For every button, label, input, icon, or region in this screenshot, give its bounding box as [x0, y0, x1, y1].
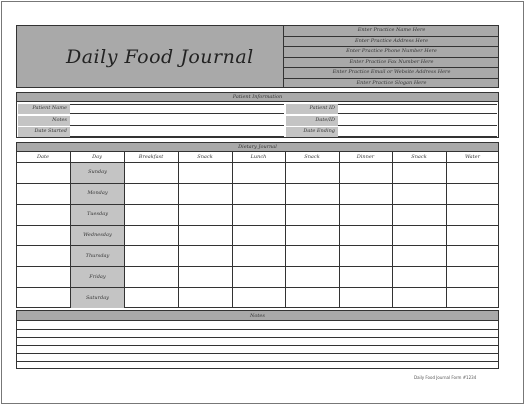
journal-column-header: Snack	[197, 154, 213, 160]
journal-day-label: Friday	[89, 273, 106, 280]
journal-entry-cell[interactable]	[340, 163, 392, 183]
journal-entry-cell[interactable]	[125, 184, 178, 204]
journal-entry-cell[interactable]	[393, 267, 446, 287]
journal-entry-cell[interactable]	[179, 163, 232, 183]
journal-entry-cell[interactable]	[340, 288, 392, 308]
journal-entry-cell[interactable]	[233, 184, 285, 204]
journal-entry-cell[interactable]	[17, 163, 70, 183]
journal-entry-cell[interactable]	[125, 226, 178, 246]
journal-entry-cell[interactable]	[447, 267, 499, 287]
journal-column-header: Dinner	[356, 154, 375, 160]
journal-entry-cell[interactable]	[286, 163, 339, 183]
notes-line	[16, 337, 499, 338]
journal-entry-cell[interactable]	[447, 226, 499, 246]
journal-entry-cell[interactable]	[340, 226, 392, 246]
journal-entry-cell[interactable]	[447, 288, 499, 308]
title-block	[16, 25, 284, 88]
journal-column-header: Snack	[304, 154, 320, 160]
patient-field-label: Patient ID	[286, 104, 338, 114]
page-title: Daily Food Journal	[66, 46, 254, 68]
patient-field-label: Date/ID	[286, 116, 338, 126]
patient-info-header	[16, 92, 499, 102]
journal-entry-cell[interactable]	[286, 246, 339, 266]
journal-day-label: Sunday	[88, 169, 107, 176]
patient-field-input[interactable]	[70, 104, 284, 114]
practice-info-line[interactable]: Enter Practice Phone Number Here	[346, 48, 437, 54]
notes-line	[16, 329, 499, 330]
form-footer: Daily Food Journal Form #1234	[414, 375, 477, 380]
notes-line	[16, 345, 499, 346]
journal-entry-cell[interactable]	[17, 288, 70, 308]
journal-day-label: Wednesday	[83, 232, 112, 238]
journal-entry-cell[interactable]	[179, 267, 232, 287]
patient-info-heading: Patient Information	[232, 94, 283, 100]
journal-entry-cell[interactable]	[179, 226, 232, 246]
journal-entry-cell[interactable]	[233, 226, 285, 246]
journal-entry-cell[interactable]	[179, 288, 232, 308]
journal-column-header: Water	[464, 154, 481, 160]
patient-field-label: Date Started	[18, 127, 70, 137]
journal-entry-cell[interactable]	[340, 267, 392, 287]
journal-entry-cell[interactable]	[340, 246, 392, 266]
journal-entry-cell[interactable]	[340, 205, 392, 225]
journal-entry-cell[interactable]	[447, 184, 499, 204]
journal-column-header: Date	[37, 154, 49, 160]
journal-entry-cell[interactable]	[447, 205, 499, 225]
journal-entry-cell[interactable]	[17, 226, 70, 246]
journal-entry-cell[interactable]	[286, 205, 339, 225]
journal-entry-cell[interactable]	[125, 163, 178, 183]
journal-entry-cell[interactable]	[447, 163, 499, 183]
practice-info-line[interactable]: Enter Practice Fax Number Here	[349, 58, 434, 65]
journal-column-header: Lunch	[250, 154, 267, 160]
patient-field-label: Date Ending	[286, 127, 338, 137]
food-journal-page	[1, 1, 524, 404]
journal-entry-cell[interactable]	[233, 246, 285, 266]
journal-entry-cell[interactable]	[233, 267, 285, 287]
dietary-journal-header	[16, 142, 499, 152]
practice-info-line[interactable]: Enter Practice Slogan Here	[356, 79, 427, 86]
journal-entry-cell[interactable]	[17, 267, 70, 287]
practice-info-line[interactable]: Enter Practice Name Here	[357, 27, 426, 33]
journal-entry-cell[interactable]	[393, 226, 446, 246]
notes-line	[16, 361, 499, 362]
notes-header	[16, 310, 499, 321]
journal-day-label: Tuesday	[86, 211, 109, 218]
journal-day-label: Thursday	[85, 252, 110, 259]
journal-entry-cell[interactable]	[17, 184, 70, 204]
journal-entry-cell[interactable]	[393, 205, 446, 225]
journal-entry-cell[interactable]	[125, 267, 178, 287]
practice-info-line[interactable]: Enter Practice Address Here	[354, 37, 429, 44]
journal-entry-cell[interactable]	[286, 226, 339, 246]
journal-column-header: Breakfast	[138, 154, 164, 160]
journal-entry-cell[interactable]	[340, 184, 392, 204]
journal-entry-cell[interactable]	[447, 246, 499, 266]
patient-field-label: Notes	[18, 116, 70, 126]
patient-field-input[interactable]	[338, 104, 497, 114]
practice-info-line[interactable]: Enter Practice Email or Website Address Here	[332, 69, 451, 75]
journal-entry-cell[interactable]	[125, 246, 178, 266]
journal-column-header: Day	[92, 154, 102, 160]
journal-entry-cell[interactable]	[286, 267, 339, 287]
journal-entry-cell[interactable]	[233, 288, 285, 308]
patient-field-input[interactable]	[70, 127, 284, 137]
patient-field-input[interactable]	[338, 127, 497, 137]
journal-entry-cell[interactable]	[125, 205, 178, 225]
journal-entry-cell[interactable]	[179, 246, 232, 266]
journal-entry-cell[interactable]	[233, 205, 285, 225]
journal-entry-cell[interactable]	[179, 205, 232, 225]
notes-line	[16, 353, 499, 354]
journal-entry-cell[interactable]	[393, 288, 446, 308]
journal-entry-cell[interactable]	[179, 184, 232, 204]
patient-field-label: Patient Name	[18, 104, 70, 114]
journal-day-label: Saturday	[85, 294, 110, 301]
journal-entry-cell[interactable]	[286, 184, 339, 204]
patient-field-input[interactable]	[70, 116, 284, 126]
journal-entry-cell[interactable]	[393, 163, 446, 183]
notes-heading: Notes	[250, 313, 265, 319]
journal-day-label: Monday	[87, 190, 108, 197]
journal-entry-cell[interactable]	[286, 288, 339, 308]
journal-entry-cell[interactable]	[125, 288, 178, 308]
journal-entry-cell[interactable]	[393, 246, 446, 266]
journal-column-header: Snack	[411, 154, 427, 160]
journal-entry-cell[interactable]	[17, 246, 70, 266]
dietary-journal-heading: Dietary Journal	[238, 144, 277, 150]
journal-entry-cell[interactable]	[233, 163, 285, 183]
journal-entry-cell[interactable]	[17, 205, 70, 225]
journal-entry-cell[interactable]	[393, 184, 446, 204]
patient-field-input[interactable]	[338, 116, 497, 126]
